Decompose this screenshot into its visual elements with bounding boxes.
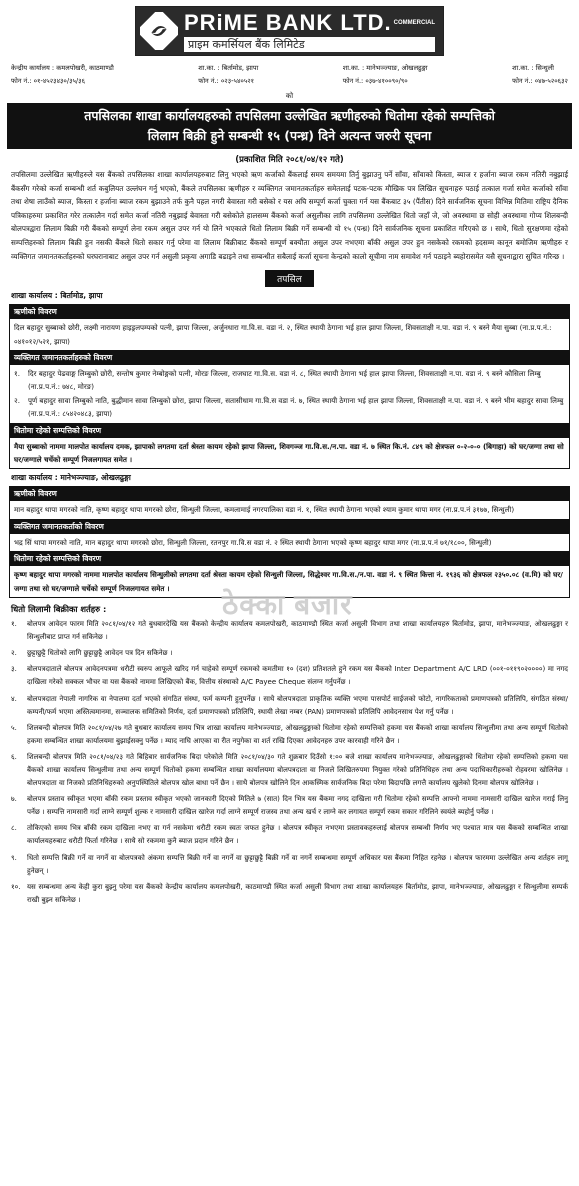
term-number: २. bbox=[11, 649, 17, 658]
borrower-heading: ऋणीको विवरण bbox=[10, 487, 569, 501]
terms-title: धितो लिलामी बिक्रीका शर्तहरु : bbox=[11, 604, 107, 615]
item-number: १. bbox=[14, 368, 20, 378]
branch-birtamod-label: शाखा कार्यालय : बिर्तामोड, झापा bbox=[11, 291, 103, 301]
property-details: कृष्ण बहादुर थापा मगरको नाममा मालपोत कार्यालय सिन्धुलीको लगतमा दर्ता श्रेस्ता कायम रहेको सिन्धुली जिल्ला, सिद्धेश्वर गा.वि.स./न.पा. वडा नं. ९ स्थित कित्ता नं. १९३६ को क्षेत्रफल २३५०.०८ (व.मि) को घर/जग्गा तथा सो घर/जग्गाले चर्चेको सम्पूर्ण निजलगायत समेत । bbox=[14, 570, 563, 593]
term-item bbox=[11, 663, 568, 689]
publication-date: (प्रकाशित मिति २०८१/०४/१२ गते) bbox=[235, 155, 344, 165]
terms-list bbox=[7, 618, 572, 907]
term-text: यस सम्बन्धमा अन्य केही कुरा बुझ्नु परेमा यस बैंकको केन्द्रीय कार्यालय कमलपोखरी, काठमाण्डौ स्थित कर्जा असुली विभाग तथा शाखा कार्यालयहरु बिर्तामोड, झापा, मानेभञ्ज्याङ, ओखलढुङ्गा र सिन्धुलीमा सम्पर्क राखी बुझ्न सकिनेछ । bbox=[27, 882, 568, 904]
term-text: शिलबन्दी बोलपत्र मिति २०८१/०४/२७ गते बुधबार कार्यालय समय भित्र शाखा कार्यालय मानेभञ्ज्याङ, ओखलढुङ्गाको धितोमा रहेको सम्पत्तिको हकमा यस बैंकको शाखा कार्यालय सिन्धुलीमा तथा अन्य सम्पूर्ण धितोको हकमा सम्बन्धित शाखा कार्यालयमा बुझाईसक्नु पर्नेछ । म्याद नाघि आएका वा रीत नपुगेका वा शर्त राखि दिएका आवेदनहरु उपर कारवाही गरिने छैन । bbox=[27, 723, 568, 745]
guarantor-details bbox=[10, 365, 569, 424]
office-phone: फोन नं.: ०४७-५२०६३२ bbox=[512, 77, 568, 85]
bank-logo-icon bbox=[140, 12, 178, 50]
term-item bbox=[11, 822, 568, 848]
office-label: शा.का. : मानेभञ्ज्याङ, ओखलढुङ्गा bbox=[342, 64, 428, 72]
office-central bbox=[11, 62, 114, 88]
term-text: बोलपत्र प्रस्ताव स्वीकृत भएमा बाँकी रकम प्रस्ताव स्वीकृत भएको जानकारी दिएको मितिले ७ (सात) दिन भित्र यस बैंकमा नगद दाखिला गरी धितोमा रहेको सम्पत्ति आफ्नो नाममा नामसारी दाखिल खारेज गराई लिनु पर्नेछ । सम्पत्ति नामसारी गर्दा लाग्ने सम्पूर्ण शुल्क र नामसारी दाखिल खारेज गर्दा लाग्ने सम्पूर्ण राजस्व तथा अन्य खर्च र लाग्ने कर लगायत सम्पूर्ण रकम सकार गरिलिने स्वयंले ब्यहोर्नु पर्नेछ । bbox=[27, 795, 568, 817]
branch-birtamod-table bbox=[9, 304, 570, 469]
item-text: पूर्ण बहादुर सावा लिम्बुको नाति, बुद्धीमान सावा लिम्बुको छोरा, झापा जिल्ला, सतासीधाम गा.वि.स वडा नं. ७, स्थित स्थायी ठेगाना भई हाल झापा जिल्ला, शिवसताक्षी न.पा. वडा नं. ९ बस्ने भीम बहादुर सावा लिम्बु (ना.प्र.प.नं.: ८५४२०४८३, झापा) bbox=[28, 395, 564, 419]
term-item bbox=[11, 647, 568, 660]
brand-name: PRiME BANK LTD. $^{COMMERCIAL}$ bbox=[183, 9, 436, 35]
term-text: छुट्टाछुट्टै धितोको लागि छुट्टाछुट्टै आवेदन पत्र दिन सकिनेछ । bbox=[27, 649, 173, 658]
term-item bbox=[11, 793, 568, 819]
watermark-logo: ठेक्का बजार bbox=[222, 589, 353, 620]
term-number: ७. bbox=[11, 795, 17, 804]
notice-title-line2: लिलाम बिक्री हुने सम्बन्धी १५ (पन्ध्र) दिने अत्यन्त जरुरी सूचना bbox=[147, 128, 432, 143]
office-sindhuli bbox=[512, 62, 568, 88]
guarantor-item bbox=[14, 367, 565, 394]
borrower-details: मान बहादुर थापा मगरको नाति, कृष्ण बहादुर थापा मगरको छोरा, सिन्धुली जिल्ला, कमलामाई नगरपालिका वडा नं. १, स्थित स्थायी ठेगाना भएको श्याम कुमार थापा मगर (ना.प्र.प.नं ३१७७, सिन्धुली) bbox=[10, 501, 569, 519]
item-text: दिर बहादुर पेढवाङ्ग लिम्बुको छोरी, सन्तोष कुमार नेम्बोङ्गको पत्नी, मोरङ जिल्ला, राजघाट गा.वि.स. वडा नं. ८, स्थित स्थायी ठेगाना भई हाल झापा जिल्ला, शिवसताक्षी न.पा. वडा नं. ९ बस्ने कौसिला लिम्बु (ना.प्र.प.नं.: ७४८, मोरङ) bbox=[28, 368, 541, 392]
term-text: बोलपत्र आवेदन फारम मिति २०८१/०४/१२ गते बुधबारदेखि यस बैंकको केन्द्रीय कार्यालय कमलपोखरी, काठमाण्डौ स्थित कर्जा असुली विभाग तथा शाखा कार्यालयहरु बिर्तामोड, झापा, मानेभञ्ज्याङ, ओखलढुङ्गा र सिन्धुलीबाट प्राप्त गर्न सकिनेछ । bbox=[27, 620, 568, 642]
property-heading: धितोमा रहेको सम्पत्तिको विवरण bbox=[10, 552, 569, 566]
borrower-heading: ऋणीको विवरण bbox=[10, 305, 569, 319]
property-heading: धितोमा रहेको सम्पत्तिको विवरण bbox=[10, 424, 569, 438]
term-number: ८. bbox=[11, 824, 17, 833]
term-text: शिलबन्दी बोलपत्र मिति २०८१/०४/२३ गते बिहिबार सार्वजनिक बिदा परेकोले मिति २०८१/०४/३० गते शुक्रबार दिउँसो १:०० बजे शाखा कार्यालय मानेभञ्ज्याङ, ओखलढुङ्गाको धितोमा रहेको सम्पत्तिको हकमा यस बैंकको शाखा कार्यालय सिन्धुलीमा तथा अन्य सम्पूर्ण धितोको हकमा सम्बन्धित शाखा कार्यालयमा बोलपत्रदाता वा निजले लिखितरुपमा नियुक्त गरेको प्रतिनिधिहरु तथा अन्य पदाधिकारीहरुको रोहवरमा खोलिनेछ । बोलपत्रदाता वा निजको प्रतिनिधिहरुको अनुपस्थितिले बोलपत्र खोल बाधा पर्ने छैन । साथै बोलपत्र खोलिने दिन आकस्मिक सार्वजनिक बिदा परेमा बिदापछि लगत्तै कार्यालय खुलेको दिनमा बोलपत्र खोलिनेछ । bbox=[27, 752, 568, 788]
office-label: केन्द्रीय कार्यालय : कमलपोखरी, काठमाण्डौ bbox=[11, 64, 114, 72]
item-number: २. bbox=[14, 395, 20, 405]
tapasil-heading bbox=[7, 267, 572, 287]
borrower-details: दिल बहादुर सुब्बाको छोरी, लक्ष्मी नारायण हाइड्रलपम्पको पत्नी, झापा जिल्ला, अर्जुनधारा गा.वि.स. वडा नं. २, स्थित स्थायी ठेगाना भई हाल झापा जिल्ला, शिवसताक्षी न.पा. वडा नं. ९ बस्ने मैया सुब्बा (ना.प्र.प.नं.: ०४१०१२/५२१, झापा) bbox=[10, 319, 569, 351]
term-number: ५. bbox=[11, 723, 17, 732]
term-text: बोलपत्रदाताले बोलपत्र आवेदनपत्रमा धरौटी स्वरुप आफूले खरिद गर्न चाहेको सम्पूर्ण रकमको कमतीमा १० (दश) प्रतिशतले हुने रकम यस बैंकको Inter Department A/C LRD (००१-०११९०२००००) मा नगद दाखिला गरेको सक्कल भौचर वा यस बैंकको नाममा लिखिएको बैंक, वित्तीय संस्थाको A/C Payee Cheque संलग्न गर्नुपर्नेछ । bbox=[27, 665, 568, 687]
notice-title-line1: तपसिलका शाखा कार्यालयहरुको तपसिलमा उल्लेखित ऋणीहरुको धितोमा रहेको सम्पत्तिको bbox=[84, 108, 495, 123]
office-birtamod bbox=[198, 62, 258, 88]
office-label: शा.का. : बिर्तामोड, झापा bbox=[198, 64, 259, 72]
guarantor-details: भद्र सिं थापा मगरको नाति, मान बहादुर थापा मगरको छोरा, सिन्धुली जिल्ला, रतनपुर गा.वि.स वडा नं. २ स्थित स्थायी ठेगाना भएको कृष्ण बहादुर थापा मगर (ना.प्र.प.नं ७१/१८००, सिन्धुली) bbox=[10, 534, 569, 552]
guarantor-item bbox=[14, 394, 565, 421]
term-item bbox=[11, 722, 568, 748]
term-item bbox=[11, 693, 568, 719]
guarantor-heading: व्यक्तिगत जमानतकर्ताको विवरण bbox=[10, 520, 569, 534]
term-number: ६. bbox=[11, 752, 17, 761]
term-number: १. bbox=[11, 620, 17, 629]
office-phone: फोन नं.: ०२३-५४०५२१ bbox=[198, 77, 255, 85]
office-phone: फोन नं.: ०१-४५२३४३०/३५/३६ bbox=[11, 77, 86, 85]
term-text: धितो सम्पत्ति बिक्री गर्ने वा नगर्ने वा बोलपत्रको अंकमा सम्पत्ति बिक्री गर्ने वा नगर्ने वा छुट्टाछुट्टै बिक्री गर्ने वा नगर्ने सम्बन्धमा सम्पूर्ण अधिकार यस बैंकमा निहित रहनेछ । बोलपत्र फारममा उल्लेखित अन्य शर्तहरु लागू हुनेछन् । bbox=[27, 853, 568, 875]
term-item bbox=[11, 618, 568, 644]
term-number: ४. bbox=[11, 694, 17, 703]
intro-paragraph: तपसिलमा उल्लेखित ऋणीहरुले यस बैंकको तपसिलका शाखा कार्यालयहरुबाट लिनु भएको ऋण कर्जाको बैंकलाई समय समयमा तिर्नु बुझाउनु पर्ने साँवा, साँवाको किस्ता, ब्याज र हर्जाना ब्याज रकम नतिरी नबुझाई बैंकसँग गरेको कर्जा सम्बन्धी शर्त कबुलियत उल्लंघन गर्नु भएको, बैंकले तपसिलका ऋणीहरु र व्यक्तिगत जमानतकर्ताहरु समेतलाई पटक-पटक मौखिक पत्र लिखित सूचनाहरु पठाई तत्काल गर्जा समेत कर्जाको साँवा तथा शेषा लाउँको ब्याज, किस्ता र हर्जाना ब्याज रकम बुझाउने तर्फ कुनै पहल नगरी बेवास्ता गरी बसेको र यस अघि सम्पूर्ण कर्जा चुक्ता गर्न यस बैंकबाट ३५ (पैंतीस) दिने सार्वजनिक सूचना विभिन्न मितिमा राष्ट्रिय दैनिक पत्रिकाहरुमा प्रकाशित गरेर तत्कालैन गर्दा समेत कर्जा नतिरी नबुझाई बेवास्ता गरी बसेकोले हालसम्म बैंकको कर्जा असुलीका लागि तपसिलमा उल्लेखित धितो जहाँ जे, जो अवस्थामा छ सोही अवस्थामा गोप्य शिलबन्दी बोलपत्रद्वारा लिलाम बिक्री गरी बैंकको सम्पूर्ण लेना रकम असुल उपर गर्न यो लिने भएकाले धितो लिलाम बिक्री गर्ने सम्बन्धी यो १५ (पन्ध्र) दिने सार्वजनिक सूचना प्रकाशित गरिएको छ । साथै, धितो सुरक्षणमा रहेको सम्पत्तिहरुको लिलाम बिक्री हुन नसकी बैंकले धितो सकार गर्नु परेमा वा लिलाम बिक्रीबाट बैंकको सम्पूर्ण बक्यौता असुल उपर नभएमा बाँकी असुल उपर हुन नसकेको रकमको हदसम्म कानून बमोजिम ऋणीहरु र व्यक्तिगत जमानतकर्ताहरुको घरघरानाबाट असुल उपर गर्न असुली प्रकृया अगाडि बढाइने तथा सम्बन्धीत सबैलाई कर्जा सूचना केन्द्रको कालो सूचीमा नाम समावेश गर्न पठाइने ब्यहोरासमेत यसै सूचनाद्वारा सुचित गरिन्छ । bbox=[11, 170, 568, 261]
notice-title-banner bbox=[7, 103, 572, 149]
notice-page bbox=[7, 0, 572, 907]
guarantor-heading: व्यक्तिगत जमानतकर्ताहरुको विवरण bbox=[10, 351, 569, 365]
office-label: शा.का. : सिन्धुली bbox=[512, 64, 554, 72]
bank-logo bbox=[135, 6, 444, 56]
tapasil-label: तपसिल bbox=[265, 270, 314, 287]
term-item bbox=[11, 881, 568, 907]
office-contacts bbox=[7, 62, 572, 88]
property-details: मैया सुब्बाको नाममा मालपोत कार्यालय दमक, झापाको लगतमा दर्ता श्रेस्ता कायम रहेको झापा जिल्ला, शिवगञ्ज गा.वि.स./न.पा. वडा नं. ७ स्थित कि.नं. ८४९ को क्षेत्रफल ०-२-०-० (बिगाहा) को घर/जग्गा तथा सो घर/जग्गाले चर्चेको सम्पूर्ण निजलगायत समेत । bbox=[14, 441, 564, 464]
term-number: ९. bbox=[11, 853, 17, 862]
branch-manebhanjyang-label: शाखा कार्यालय : मानेभञ्ज्याङ, ओखलढुङ्गा bbox=[11, 473, 131, 483]
term-item bbox=[11, 751, 568, 790]
bank-header bbox=[7, 0, 572, 56]
branch-manebhanjyang-table bbox=[9, 486, 570, 598]
term-item bbox=[11, 852, 568, 878]
ko-label: को bbox=[285, 92, 294, 100]
term-number: ३. bbox=[11, 665, 17, 674]
office-phone: फोन नं.: ०३७-४१००९०/९० bbox=[342, 77, 408, 85]
brand-name-nepali: प्राइम कमर्सियल बैंक लिमिटेड bbox=[184, 37, 435, 52]
term-text: बोलपत्रदाता नेपाली नागरिक वा नेपालमा दर्ता भएको संगठित संस्था, फर्म कम्पनी हुनुपर्नेछ । साथै बोलपत्रदाता प्राकृतिक व्यक्ति भएमा पासपोर्ट साईजको फोटो, नागरिकताको प्रमाणपत्रको प्रतिलिपि, संगठित संस्था/कम्पनी/फर्म भएमा अस्तित्वमानमा, सञ्चालक समितिको निर्णय, दर्ता प्रमाणपत्रको प्रतिलिपि, स्थायी लेखा नम्बर (PAN) प्रमाणपत्रको प्रतिलिपि आवेदनसाथ पेश गर्नु पर्नेछ । bbox=[27, 694, 568, 716]
office-manebhanjyang bbox=[343, 62, 428, 88]
term-text: तोकिएको समय भित्र बाँकी रकम दाखिला नभए वा गर्न नसकेमा धरौटी रकम स्वतः जफत हुनेछ । बोलपत्र स्वीकृत नभएमा प्रस्तावकहरुलाई बोलपत्र सम्बन्धी निर्णय भए पश्चात मात्र यस बैंकको सम्बन्धित शाखा कार्यालयहरुबाट धरौटी फिर्ता गरिनेछ । साथै सो रकममा कुनै ब्याज प्रदान गरिने छैन । bbox=[27, 824, 568, 846]
term-number: १०. bbox=[11, 882, 21, 891]
